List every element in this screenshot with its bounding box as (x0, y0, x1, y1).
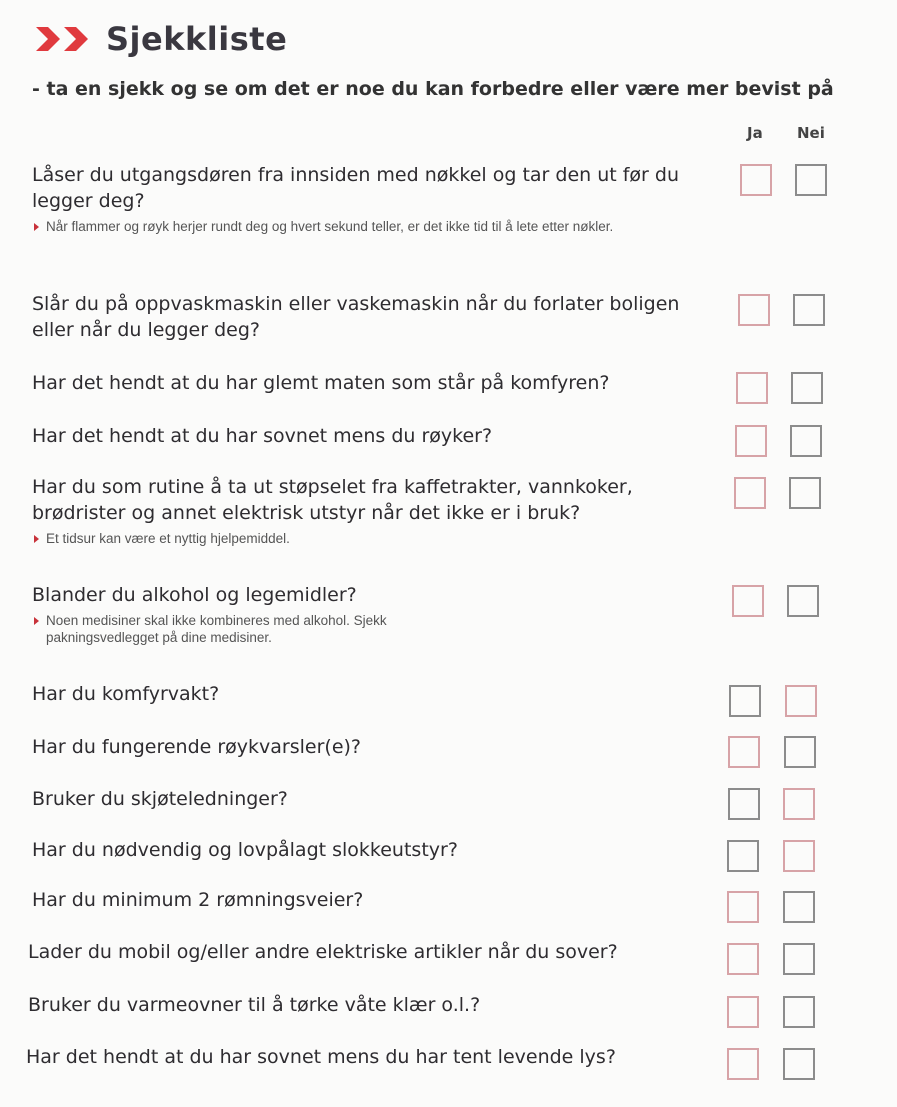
question-text: Låser du utgangsdøren fra innsiden med nøkkel og tar den ut før du legger deg? (32, 164, 680, 212)
checklist-question (32, 681, 702, 707)
checkbox-no[interactable] (783, 1048, 815, 1080)
question-text: Har du komfyrvakt? (32, 683, 220, 705)
question-text: Lader du mobil og/eller andre elektriske artikler når du sover? (28, 941, 618, 963)
checkbox-yes[interactable] (734, 477, 766, 509)
checklist-question (28, 939, 698, 965)
checkbox-yes[interactable] (727, 1048, 759, 1080)
page-title: Sjekkliste (106, 20, 288, 58)
checklist-question (32, 582, 702, 646)
question-text: Har du nødvendig og lovpålagt slokkeutstyr? (32, 839, 458, 861)
checkbox-yes[interactable] (738, 294, 770, 326)
checkbox-yes[interactable] (727, 943, 759, 975)
question-text: Har du minimum 2 rømningsveier? (32, 889, 364, 911)
checkbox-yes[interactable] (728, 736, 760, 768)
checkbox-no[interactable] (791, 372, 823, 404)
question-text: Bruker du varmeovner til å tørke våte klær o.l.? (28, 994, 481, 1016)
checkbox-no[interactable] (783, 788, 815, 820)
checkbox-no[interactable] (783, 891, 815, 923)
checklist-question (32, 887, 702, 913)
checkbox-yes[interactable] (728, 788, 760, 820)
checklist-question (32, 837, 702, 863)
checklist-question (26, 1044, 696, 1070)
checkbox-yes[interactable] (740, 164, 772, 196)
checklist-question (32, 162, 702, 235)
question-text: Har det hendt at du har glemt maten som står på komfyren? (32, 372, 610, 394)
checkbox-no[interactable] (783, 943, 815, 975)
checkbox-no[interactable] (795, 164, 827, 196)
checkbox-no[interactable] (783, 996, 815, 1028)
checkbox-yes[interactable] (736, 372, 768, 404)
checkbox-no[interactable] (783, 840, 815, 872)
checkbox-yes[interactable] (732, 585, 764, 617)
header (34, 20, 287, 58)
checklist-question (28, 992, 698, 1018)
question-text: Blander du alkohol og legemidler? (32, 584, 357, 606)
question-text: Har du som rutine å ta ut støpselet fra kaffetrakter, vannkoker, brødrister og annet elektrisk utstyr når det ikke er i bruk? (32, 476, 633, 524)
checkbox-yes[interactable] (729, 685, 761, 717)
checkbox-yes[interactable] (727, 891, 759, 923)
question-text: Har det hendt at du har sovnet mens du røyker? (32, 425, 493, 447)
column-header-yes: Ja (747, 124, 763, 142)
question-text: Har det hendt at du har sovnet mens du har tent levende lys? (26, 1046, 616, 1068)
question-text: Slår du på oppvaskmaskin eller vaskemaskin når du forlater boligen eller når du legger deg? (32, 293, 680, 341)
question-note: Noen medisiner skal ikke kombineres med alkohol. Sjekk pakningsvedlegget på dine medisiner. (32, 612, 466, 646)
checkbox-yes[interactable] (727, 840, 759, 872)
checkbox-no[interactable] (785, 685, 817, 717)
checkbox-no[interactable] (787, 585, 819, 617)
checkbox-no[interactable] (793, 294, 825, 326)
checklist-question (32, 370, 702, 396)
question-text: Bruker du skjøteledninger? (32, 788, 288, 810)
checklist-question (32, 786, 702, 812)
column-header-no: Nei (797, 124, 825, 142)
checkbox-no[interactable] (789, 477, 821, 509)
checkbox-no[interactable] (784, 736, 816, 768)
question-note: Et tidsur kan være et nyttig hjelpemiddel. (32, 530, 702, 547)
checklist-question (32, 291, 702, 343)
question-note: Når flammer og røyk herjer rundt deg og hvert sekund teller, er det ikke tid til å lete etter nøkler. (32, 218, 696, 235)
checklist-question (32, 423, 702, 449)
checkbox-yes[interactable] (727, 996, 759, 1028)
double-chevron-icon (34, 24, 92, 54)
checklist-question (32, 474, 702, 547)
subtitle: - ta en sjekk og se om det er noe du kan forbedre eller være mer bevist på (32, 78, 834, 100)
checkbox-yes[interactable] (735, 425, 767, 457)
question-text: Har du fungerende røykvarsler(e)? (32, 736, 362, 758)
checklist-question (32, 734, 702, 760)
checkbox-no[interactable] (790, 425, 822, 457)
